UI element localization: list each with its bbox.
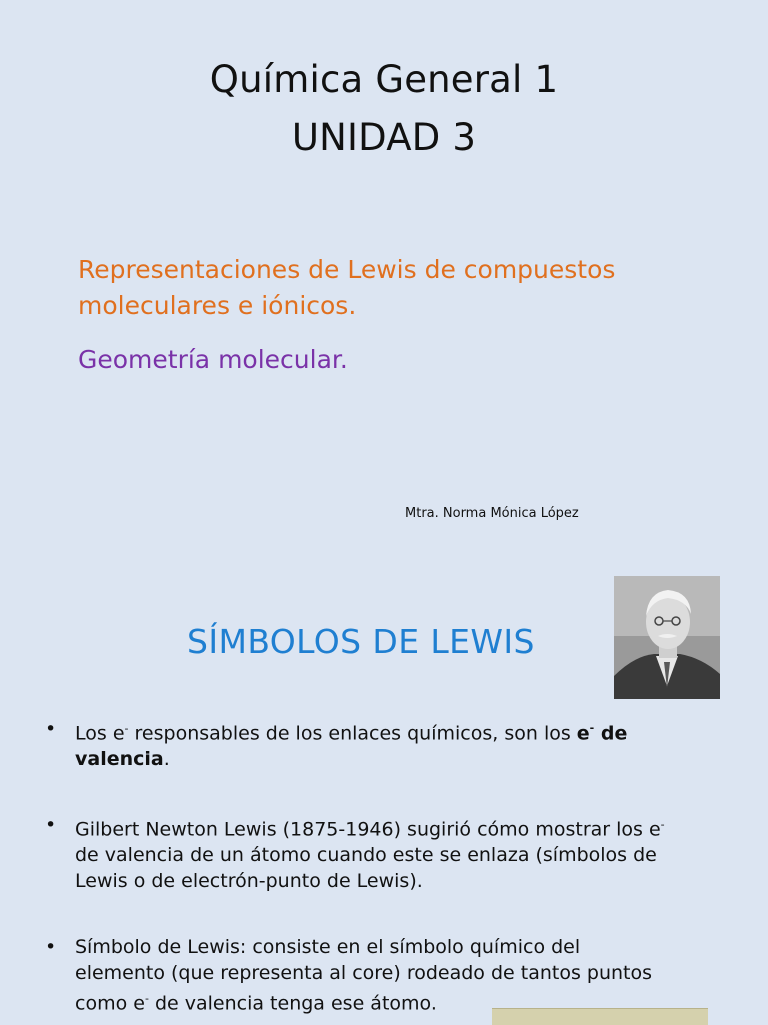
text-run: Lewis o de electrón-punto de Lewis). xyxy=(75,870,423,893)
subtitle-lewis-representations xyxy=(78,252,718,324)
bold-run: de xyxy=(594,722,628,745)
text-run: como e xyxy=(75,992,145,1015)
bullet-text xyxy=(75,812,725,894)
superscript: - xyxy=(124,722,129,735)
text-run: de valencia de un átomo cuando este se enlaza (símbolos de xyxy=(75,844,657,867)
text-run: Los e xyxy=(75,722,125,745)
author-name: Mtra. Norma Mónica López xyxy=(405,506,579,521)
subtitle-line-1: Representaciones de Lewis de compuestos xyxy=(78,255,616,284)
bullet-text xyxy=(75,716,725,772)
slide-2-title: SÍMBOLOS DE LEWIS xyxy=(187,622,535,661)
partial-image xyxy=(492,1008,708,1025)
superscript: - xyxy=(144,992,149,1005)
subtitle-molecular-geometry: Geometría molecular. xyxy=(78,345,348,374)
bullet-dot-icon: • xyxy=(45,718,57,740)
text-run: . xyxy=(163,748,170,771)
superscript: - xyxy=(589,722,595,735)
text-run: elemento (que representa al core) rodeado de tantos puntos xyxy=(75,962,653,984)
text-run: Símbolo de Lewis: consiste en el símbolo químico del xyxy=(75,936,581,958)
slide-title-line-1: Química General 1 xyxy=(209,58,559,101)
text-run: de valencia tenga ese átomo. xyxy=(148,992,437,1015)
portrait-photo-icon xyxy=(614,576,720,699)
subtitle-line-2: moleculares e iónicos. xyxy=(78,291,357,320)
bullet-text xyxy=(75,934,725,1016)
bold-run: valencia xyxy=(75,748,164,771)
bold-run: e xyxy=(576,722,590,745)
superscript: - xyxy=(660,818,665,831)
bullet-dot-icon: • xyxy=(45,936,57,958)
slide-title-line-2: UNIDAD 3 xyxy=(291,116,477,159)
text-run: responsables de los enlaces químicos, son los xyxy=(128,722,577,745)
text-run: Gilbert Newton Lewis (1875-1946) sugirió cómo mostrar los e xyxy=(75,818,661,841)
portrait-photo-drawing xyxy=(614,576,720,699)
bullet-dot-icon: • xyxy=(45,814,57,836)
